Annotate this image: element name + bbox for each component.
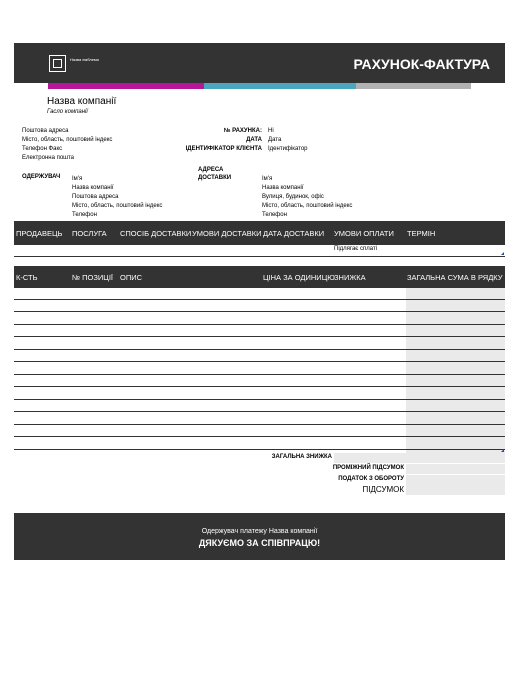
recipient-phone[interactable]: Телефон — [72, 212, 97, 218]
table-row[interactable] — [14, 336, 505, 337]
terms-header-row — [14, 221, 505, 245]
footer-thanks[interactable]: ДЯКУЄМО ЗА СПІВПРАЦЮ! — [198, 538, 321, 548]
items-table-resize-handle[interactable] — [501, 449, 504, 452]
table-row[interactable] — [14, 361, 505, 362]
table-resize-handle[interactable] — [501, 252, 504, 255]
delivery-street[interactable]: Вулиця, будинок, офіс — [262, 194, 324, 200]
invoice-date-label: ДАТА — [246, 137, 262, 143]
table-row[interactable] — [14, 424, 505, 425]
table-row[interactable] — [14, 436, 505, 437]
delivery-city[interactable]: Місто, область, поштовий індекс — [262, 203, 353, 209]
invoice-title: РАХУНОК-ФАКТУРА — [353, 56, 490, 72]
tax-value[interactable] — [406, 475, 505, 485]
table-row[interactable] — [14, 386, 505, 387]
table-row[interactable] — [14, 311, 505, 312]
items-header-description: ОПИС — [120, 273, 143, 282]
total-value[interactable] — [406, 485, 505, 495]
items-header-qty: К-СТЬ — [16, 273, 38, 282]
delivery-name[interactable]: Ім'я — [262, 176, 273, 182]
delivery-phone[interactable]: Телефон — [262, 212, 287, 218]
logo-text: Назва емблеми — [70, 57, 99, 62]
accent-bar-magenta — [48, 83, 204, 89]
table-row[interactable] — [14, 411, 505, 412]
line-total-column — [406, 288, 505, 453]
company-slogan[interactable]: Гасло компанії — [47, 109, 88, 115]
table-row[interactable] — [14, 349, 505, 350]
terms-header-delivery-method: СПОСІБ ДОСТАВКИ — [120, 229, 192, 238]
terms-header-seller: ПРОДАВЕЦЬ — [16, 229, 63, 238]
total-discount-value[interactable] — [334, 453, 505, 463]
table-row[interactable] — [14, 324, 505, 325]
recipient-address[interactable]: Поштова адреса — [72, 194, 119, 200]
client-id-value[interactable]: Ідентифікатор — [268, 146, 308, 152]
terms-header-payment-terms: УМОВИ ОПЛАТИ — [334, 229, 394, 238]
logo-inner-icon — [53, 59, 62, 68]
invoice-footer — [14, 513, 505, 560]
invoice-number-value[interactable]: Ні — [268, 128, 274, 134]
table-row[interactable] — [14, 449, 505, 450]
items-header-item-no: № ПОЗИЦІЇ — [72, 273, 113, 282]
terms-header-delivery-terms: УМОВИ ДОСТАВКИ — [192, 229, 262, 238]
recipient-city[interactable]: Місто, область, поштовий індекс — [72, 203, 163, 209]
delivery-company[interactable]: Назва компанії — [262, 185, 304, 191]
invoice-info-labels — [150, 127, 262, 154]
sender-email[interactable]: Електронна пошта — [22, 155, 75, 161]
tax-label: ПОДАТОК З ОБОРОТУ — [338, 476, 404, 482]
sender-city[interactable]: Місто, область, поштовий індекс — [22, 137, 113, 143]
terms-header-due-date: ТЕРМІН — [407, 229, 436, 238]
sender-block — [22, 127, 112, 163]
footer-payee[interactable]: Одержувач платежу Назва компанії — [201, 528, 318, 535]
delivery-block — [262, 175, 352, 220]
subtotal-label: ПРОМІЖНИЙ ПІДСУМОК — [332, 465, 404, 471]
terms-header-delivery-date: ДАТА ДОСТАВКИ — [263, 229, 325, 238]
total-discount-label: ЗАГАЛЬНА ЗНИЖКА — [271, 454, 332, 460]
invoice-info-values — [268, 127, 308, 154]
sender-address[interactable]: Поштова адреса — [22, 128, 69, 134]
items-header-row — [14, 266, 505, 288]
table-row[interactable] — [14, 299, 505, 300]
terms-header-service: ПОСЛУГА — [72, 229, 107, 238]
recipient-label: ОДЕРЖУВАЧ — [22, 174, 61, 180]
subtotal-value[interactable] — [406, 464, 505, 474]
invoice-number-label: № РАХУНКА: — [223, 128, 262, 134]
accent-bar-grey — [356, 83, 471, 89]
sender-phone-fax[interactable]: Телефон Факс — [22, 146, 63, 152]
company-name[interactable]: Назва компанії — [47, 96, 117, 107]
terms-table-bottom-line — [14, 256, 505, 257]
recipient-block — [72, 175, 162, 220]
table-row[interactable] — [14, 374, 505, 375]
payment-terms-value[interactable]: Підлягає сплаті — [334, 246, 378, 252]
items-header-discount: ЗНИЖКА — [334, 273, 366, 282]
client-id-label: ІДЕНТИФІКАТОР КЛІЄНТА — [185, 146, 262, 152]
invoice-date-value[interactable]: Дата — [268, 137, 282, 143]
total-label: ПІДСУМОК — [362, 485, 404, 494]
table-row[interactable] — [14, 399, 505, 400]
items-header-line-total: ЗАГАЛЬНА СУМА В РЯДКУ — [407, 273, 503, 282]
accent-bar-teal — [204, 83, 356, 89]
recipient-name[interactable]: Ім'я — [72, 176, 83, 182]
delivery-label: АДРЕСА ДОСТАВКИ — [198, 167, 232, 181]
items-header-unit-price: ЦІНА ЗА ОДИНИЦЮ — [263, 273, 335, 282]
recipient-company[interactable]: Назва компанії — [72, 185, 114, 191]
